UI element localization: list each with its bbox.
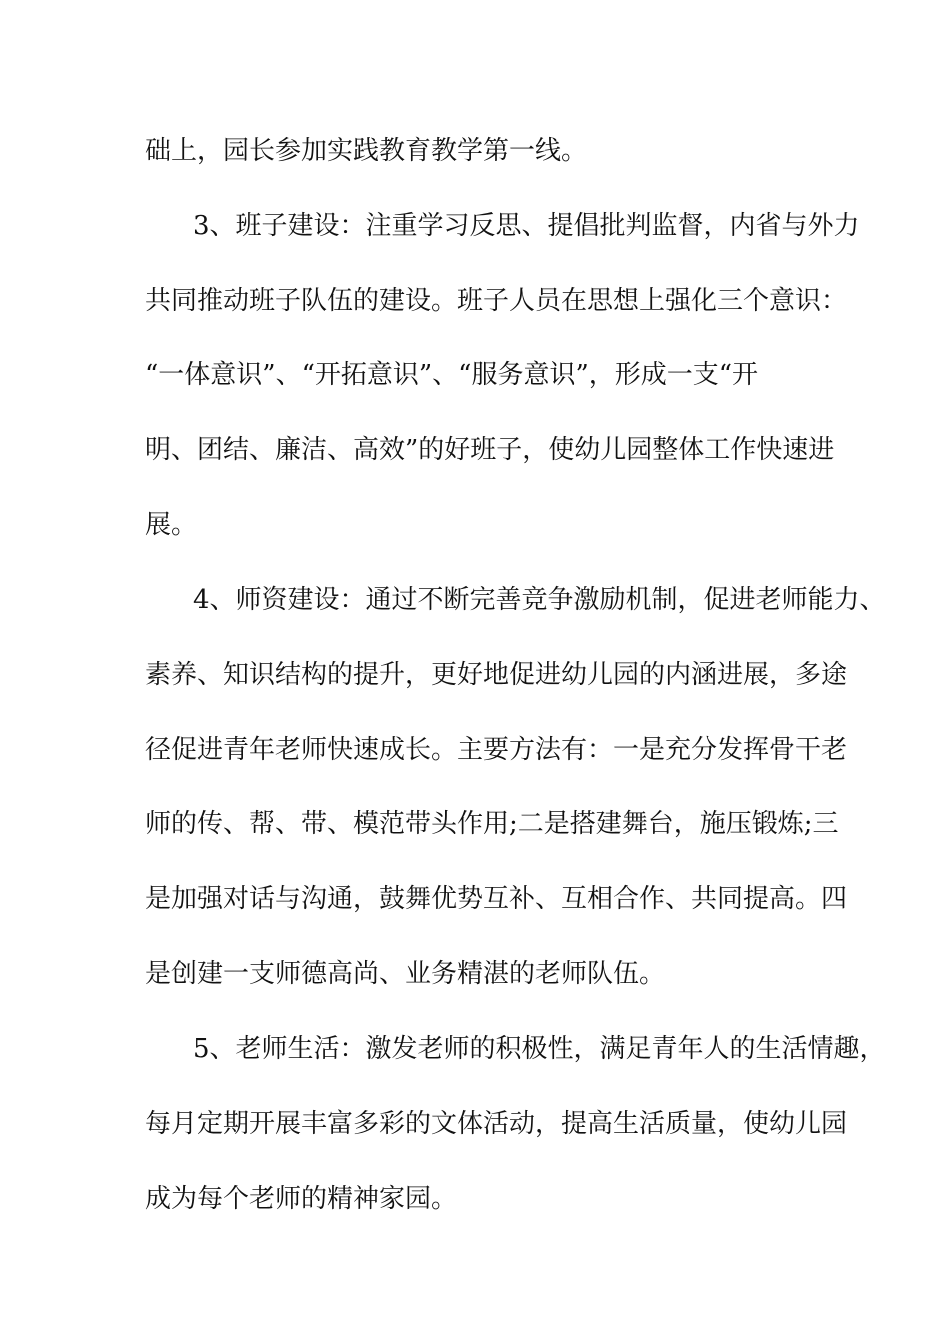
text-line-4: “一体意识”、“开拓意识”、“服务意识”，形成一支“开 bbox=[145, 360, 759, 390]
text-line-9: 径促进青年老师快速成长。主要方法有：一是充分发挥骨干老 bbox=[145, 735, 848, 765]
text-line-3: 共同推动班子队伍的建设。班子人员在思想上强化三个意识： bbox=[145, 286, 848, 316]
text-line-1: 础上，园长参加实践教育教学第一线。 bbox=[145, 136, 588, 166]
text-line-12: 是创建一支师德高尚、业务精湛的老师队伍。 bbox=[145, 959, 666, 989]
text-line-6: 展。 bbox=[145, 510, 198, 540]
text-line-5: 明、团结、廉洁、高效”的好班子，使幼儿园整体工作快速进 bbox=[145, 435, 835, 465]
text-line-8: 素养、知识结构的提升，更好地促进幼儿园的内涵进展，多途 bbox=[145, 660, 848, 690]
text-line-10: 师的传、帮、带、模范带头作用;二是搭建舞台，施压锻炼;三 bbox=[145, 809, 839, 839]
text-line-11: 是加强对话与沟通，鼓舞优势互补、互相合作、共同提高。四 bbox=[145, 884, 848, 914]
paragraph-4-heading-line: 4、师资建设：通过不断完善竞争激励机制，促进老师能力、 bbox=[193, 585, 886, 615]
paragraph-3-heading-line: 3、班子建设：注重学习反思、提倡批判监督，内省与外力 bbox=[193, 211, 860, 241]
text-line-15: 成为每个老师的精神家园。 bbox=[145, 1184, 458, 1214]
paragraph-5-heading-line: 5、老师生活：激发老师的积极性，满足青年人的生活情趣， bbox=[193, 1034, 886, 1064]
text-line-14: 每月定期开展丰富多彩的文体活动，提高生活质量，使幼儿园 bbox=[145, 1109, 848, 1139]
